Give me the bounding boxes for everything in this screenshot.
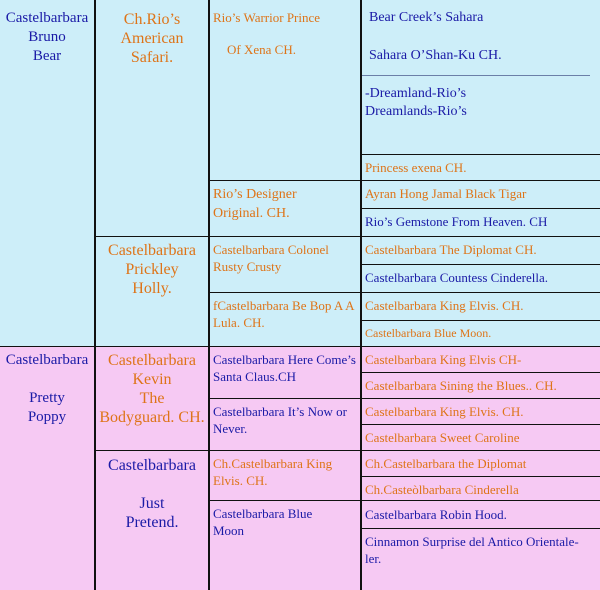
dam-dam-dam-cell bbox=[208, 500, 360, 590]
sss-line-3: Of Xena CH. bbox=[227, 42, 296, 57]
dss-dam-name: Castelbarbara Sining the Blues.. CH. bbox=[365, 378, 557, 393]
dds-sire-name: Ch.Castelbarbara the Diplomat bbox=[365, 456, 527, 471]
dam-sire-line-1: Castelbarbara bbox=[108, 352, 196, 369]
dsd-sire-cell bbox=[360, 398, 600, 424]
ssd-line-2: Original. CH. bbox=[213, 206, 290, 221]
dam-name-line-1: Castelbarbara bbox=[5, 352, 89, 368]
sss-sire-block-cell bbox=[360, 0, 600, 154]
dam-dam-cell bbox=[94, 450, 208, 590]
sss-sire-line-4: Dreamlands-Rio’s bbox=[365, 104, 467, 119]
dam-sire-sire-cell bbox=[208, 346, 360, 398]
sire-name-line-3: Bear bbox=[32, 48, 62, 64]
sire-sire-sire-cell bbox=[208, 0, 360, 180]
sds-name: Castelbarbara Colonel Rusty Crusty bbox=[213, 242, 329, 274]
sire-name-line-2: Bruno bbox=[28, 29, 66, 45]
sdd-dam-cell bbox=[360, 320, 600, 346]
dam-sire-line-2: Kevin bbox=[132, 371, 172, 388]
ddd-sire-name: Castelbarbara Robin Hood. bbox=[365, 507, 507, 522]
dam-name-line-3: Pretty bbox=[29, 390, 65, 406]
dam-dam-line-1: Castelbarbara bbox=[108, 457, 196, 474]
dam-cell bbox=[0, 346, 94, 590]
dam-sire-cell bbox=[94, 346, 208, 450]
sire-dam-line-3: Holly. bbox=[132, 280, 172, 297]
sss-line-2 bbox=[213, 26, 360, 41]
sire-dam-sire-cell bbox=[208, 236, 360, 292]
sss-dam-cell bbox=[360, 154, 600, 180]
ssd-line-1: Rio’s Designer bbox=[213, 187, 297, 202]
sss-sire-line-3: -Dreamland-Rio’s bbox=[365, 86, 467, 101]
sds-sire-cell bbox=[360, 236, 600, 264]
sire-sire-line-1: Ch.Rio’s bbox=[123, 11, 181, 28]
sire-sire-cell bbox=[94, 0, 208, 236]
ddd-sire-cell bbox=[360, 500, 600, 528]
dam-dam-line-4: Pretend. bbox=[125, 514, 179, 531]
sdd-sire-cell bbox=[360, 292, 600, 320]
sds-sire-name: Castelbarbara The Diplomat CH. bbox=[365, 242, 537, 257]
ddd-name: Castelbarbara Blue Moon bbox=[213, 506, 313, 538]
sire-cell bbox=[0, 0, 94, 346]
sdd-sire-name: Castelbarbara King Elvis. CH. bbox=[365, 298, 524, 313]
divider-line bbox=[362, 75, 590, 76]
dds-dam-cell bbox=[360, 476, 600, 500]
dam-dam-sire-cell bbox=[208, 450, 360, 500]
dds-dam-name: Ch.Casteòlbarbara Cinderella bbox=[365, 482, 519, 497]
dam-name-line-4: Poppy bbox=[27, 409, 67, 425]
ssd-sire-cell bbox=[360, 180, 600, 208]
dss-sire-cell bbox=[360, 346, 600, 372]
sss-dam-name: Princess exena CH. bbox=[365, 160, 467, 175]
dss-dam-cell bbox=[360, 372, 600, 398]
sss-sire-line-1: Bear Creek’s Sahara bbox=[369, 10, 484, 25]
sire-dam-cell bbox=[94, 236, 208, 346]
dss-sire-name: Castelbarbara King Elvis CH- bbox=[365, 352, 522, 367]
sire-dam-dam-cell bbox=[208, 292, 360, 346]
dam-dam-line-3: Just bbox=[139, 495, 165, 512]
sdd-name: fCastelbarbara Be Bop A A Lula. CH. bbox=[213, 298, 354, 330]
dds-name: Ch.Castelbarbara King Elvis. CH. bbox=[213, 456, 333, 488]
sire-dam-line-1: Castelbarbara bbox=[108, 242, 196, 259]
sdd-dam-name: Castelbarbara Blue Moon. bbox=[365, 326, 492, 340]
sss-sire-line-2: Sahara O’Shan-Ku CH. bbox=[369, 48, 502, 63]
dam-sire-line-4: Bodyguard. CH. bbox=[99, 409, 205, 426]
dam-sire-dam-cell bbox=[208, 398, 360, 450]
dam-dam-line-2 bbox=[96, 475, 208, 494]
ssd-sire-name: Ayran Hong Jamal Black Tigar bbox=[365, 186, 527, 201]
dds-sire-cell bbox=[360, 450, 600, 476]
ssd-dam-name: Rio’s Gemstone From Heaven. CH bbox=[365, 214, 548, 229]
ddd-dam-name: Cinnamon Surprise del Antico Orientale-ler. bbox=[365, 534, 579, 566]
ssd-dam-cell bbox=[360, 208, 600, 236]
sire-name-line-1: Castelbarbara bbox=[5, 10, 89, 26]
dsd-dam-cell bbox=[360, 424, 600, 450]
dss-name: Castelbarbara Here Come’s Santa Claus.CH bbox=[213, 352, 356, 384]
sds-dam-cell bbox=[360, 264, 600, 292]
sds-dam-name: Castelbarbara Countess Cinderella. bbox=[365, 270, 549, 285]
dsd-dam-name: Castelbarbara Sweet Caroline bbox=[365, 430, 520, 445]
sss-line-1: Rio’s Warrior Prince bbox=[213, 10, 321, 25]
dsd-sire-name: Castelbarbara King Elvis. CH. bbox=[365, 404, 524, 419]
sire-dam-line-2: Prickley bbox=[125, 261, 179, 278]
sire-sire-dam-cell bbox=[208, 180, 360, 236]
dsd-name: Castelbarbara It’s Now or Never. bbox=[213, 404, 347, 436]
ddd-dam-cell bbox=[360, 528, 600, 590]
sire-sire-line-3: Safari. bbox=[130, 49, 174, 66]
dam-name-line-2 bbox=[0, 370, 94, 389]
dam-sire-line-3: The bbox=[139, 390, 165, 407]
sire-sire-line-2: American bbox=[120, 30, 184, 47]
